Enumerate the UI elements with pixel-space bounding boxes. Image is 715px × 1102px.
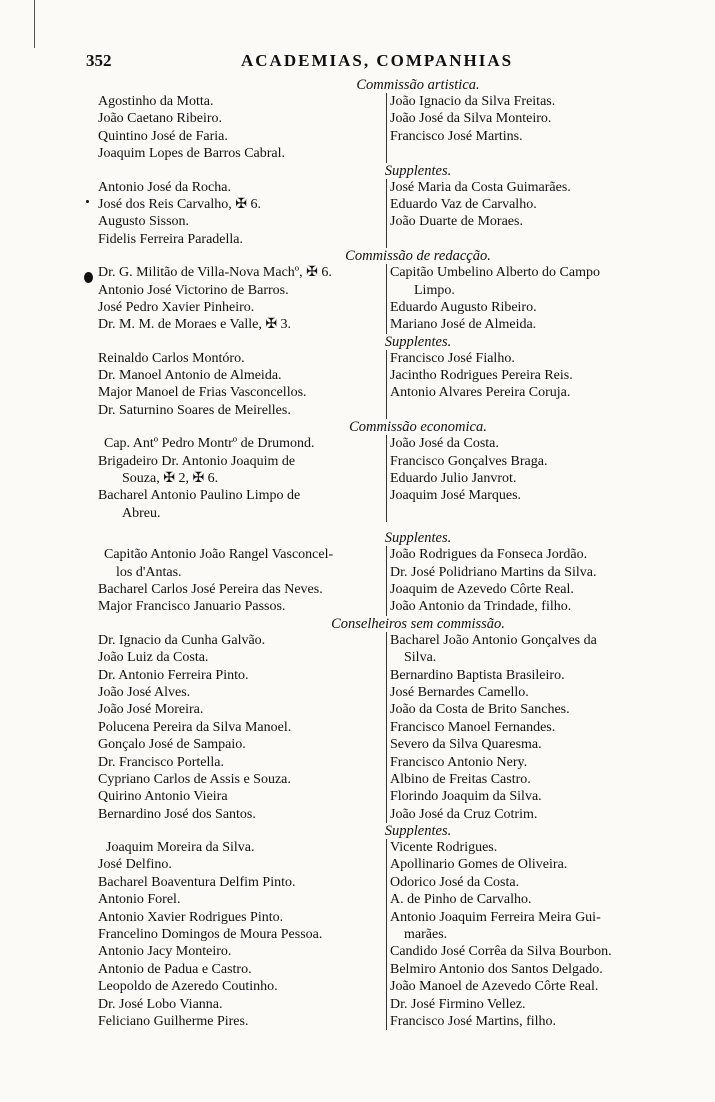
member-name: Mariano José de Almeida.	[390, 317, 537, 333]
member-name: Odorico José da Costa.	[390, 874, 520, 890]
member-name: Jacintho Rodrigues Pereira Reis.	[390, 368, 573, 384]
member-name: Dr. José Firmino Vellez.	[390, 996, 526, 1012]
page-header	[86, 51, 686, 75]
member-name: Abreu.	[122, 505, 161, 521]
member-name: João Duarte de Moraes.	[390, 214, 523, 230]
member-name: Florindo Joaquim da Silva.	[390, 789, 542, 805]
member-name: los d'Antas.	[116, 564, 182, 580]
member-name: Apollinario Gomes de Oliveira.	[390, 857, 568, 873]
member-name: Dr. Francisco Portella.	[98, 754, 224, 770]
member-name: João José da Cruz Cotrim.	[390, 806, 538, 822]
member-name: Polucena Pereira da Silva Manoel.	[98, 719, 292, 735]
member-name: Antonio Forel.	[98, 892, 181, 908]
member-name: Eduardo Julio Janvrot.	[390, 471, 517, 487]
member-name: Fidelis Ferreira Paradella.	[98, 231, 244, 247]
right-column	[386, 839, 678, 1030]
member-name: Dr. Saturnino Soares de Meirelles.	[98, 402, 291, 418]
two-column-list	[98, 632, 678, 823]
member-name: Francelino Domingos de Moura Pessoa.	[98, 927, 323, 943]
ink-speck	[86, 200, 89, 203]
section-title: Commissão de redacção.	[345, 248, 491, 265]
right-column	[386, 632, 678, 823]
section-title: Supplentes.	[384, 823, 452, 840]
member-name: João Rodrigues da Fonseca Jordão.	[390, 547, 588, 563]
member-name: Joaquim de Azevedo Côrte Real.	[390, 581, 574, 597]
member-name: Major Francisco Januario Passos.	[98, 599, 286, 615]
member-name: João José da Silva Monteiro.	[390, 111, 552, 127]
member-name: João da Costa de Brito Sanches.	[390, 702, 570, 718]
left-column	[98, 435, 386, 522]
member-name: Antonio Jacy Monteiro.	[98, 944, 232, 960]
two-column-list	[98, 546, 678, 616]
member-name: José Pedro Xavier Pinheiro.	[98, 299, 255, 315]
two-column-list	[98, 93, 678, 163]
member-name: Souza, ✠ 2, ✠ 6.	[122, 471, 219, 487]
section	[98, 77, 678, 163]
left-column	[98, 839, 386, 1030]
member-name: Francisco José Martins.	[390, 128, 523, 144]
left-column	[98, 546, 386, 616]
member-name: José Bernardes Camello.	[390, 684, 529, 700]
member-name: marães.	[404, 927, 448, 943]
member-name: José Maria da Costa Guimarães.	[390, 179, 571, 195]
right-column	[386, 546, 678, 616]
member-name: João José Moreira.	[98, 702, 204, 718]
member-name: Antonio Joaquim Ferreira Meira Gui-	[390, 909, 601, 925]
member-name: Brigadeiro Dr. Antonio Joaquim de	[98, 453, 296, 469]
left-column	[98, 264, 386, 334]
member-name: Dr. Ignacio da Cunha Galvão.	[98, 632, 266, 648]
member-name: Joaquim Moreira da Silva.	[106, 840, 255, 856]
section	[98, 248, 678, 334]
two-column-list	[98, 435, 678, 522]
right-column	[386, 179, 678, 249]
member-name: Francisco Gonçalves Braga.	[390, 453, 548, 469]
section-title: Supplentes.	[384, 530, 452, 547]
member-name: Agostinho da Motta.	[98, 94, 214, 109]
section	[98, 530, 678, 616]
member-name: João Ignacio da Silva Freitas.	[390, 94, 556, 109]
right-column	[386, 93, 678, 163]
section	[98, 334, 678, 420]
section	[98, 163, 678, 249]
left-column	[98, 632, 386, 823]
member-name: Limpo.	[414, 282, 455, 298]
left-column	[98, 179, 386, 249]
two-column-list	[98, 264, 678, 334]
member-name: Quintino José de Faria.	[98, 128, 228, 144]
member-name: Cap. Antº Pedro Montrº de Drumond.	[104, 436, 315, 452]
right-column	[386, 264, 678, 334]
member-name: Francisco Manoel Fernandes.	[390, 719, 556, 735]
member-name: Bacharel Carlos José Pereira das Neves.	[98, 581, 323, 597]
page-number: 352	[86, 51, 112, 70]
member-name: Vicente Rodrigues.	[390, 840, 498, 856]
member-name: Bernardino José dos Santos.	[98, 806, 256, 822]
member-name: Feliciano Guilherme Pires.	[98, 1013, 249, 1029]
member-name: Leopoldo de Azeredo Coutinho.	[98, 979, 278, 995]
member-name: Albino de Freitas Castro.	[390, 771, 531, 787]
section-title: Supplentes.	[384, 162, 452, 179]
member-name: Dr. Manoel Antonio de Almeida.	[98, 368, 282, 384]
member-name: João Luiz da Costa.	[98, 650, 209, 666]
member-name: Joaquim José Marques.	[390, 488, 522, 504]
member-name: Quirino Antonio Vieira	[98, 789, 228, 805]
member-name: Eduardo Vaz de Carvalho.	[390, 196, 537, 212]
member-name: Dr. G. Militão de Villa-Nova Machº, ✠ 6.	[98, 265, 332, 281]
member-name: Gonçalo José de Sampaio.	[98, 737, 246, 753]
two-column-list	[98, 179, 678, 249]
member-name: Cypriano Carlos de Assis e Souza.	[98, 771, 291, 787]
ink-blot	[84, 272, 93, 283]
member-name: Major Manoel de Frias Vasconcellos.	[98, 385, 307, 401]
member-name: Francisco José Martins, filho.	[390, 1013, 557, 1029]
member-name: João Manoel de Azevedo Côrte Real.	[390, 979, 599, 995]
member-name: Dr. José Polidriano Martins da Silva.	[390, 564, 597, 580]
member-name: Antonio José da Rocha.	[98, 179, 231, 195]
two-column-list	[98, 350, 678, 420]
member-name: Francisco José Fialho.	[390, 350, 515, 366]
member-name: João Caetano Ribeiro.	[98, 111, 223, 127]
section-title: Supplentes.	[384, 333, 452, 350]
member-name: Reinaldo Carlos Montóro.	[98, 350, 245, 366]
section-title: Commissão artistica.	[356, 77, 480, 93]
member-name: Antonio Xavier Rodrigues Pinto.	[98, 909, 284, 925]
two-column-list	[98, 839, 678, 1030]
member-name: Dr. Antonio Ferreira Pinto.	[98, 667, 249, 683]
member-name: Augusto Sisson.	[98, 214, 190, 230]
section-title: Commissão economica.	[349, 419, 487, 436]
member-name: Capitão Umbelino Alberto do Campo	[390, 265, 600, 281]
right-column	[386, 435, 678, 522]
member-name: Eduardo Augusto Ribeiro.	[390, 299, 537, 315]
left-column	[98, 93, 386, 163]
page-content	[98, 77, 678, 1030]
member-name: Bacharel Antonio Paulino Limpo de	[98, 488, 301, 504]
member-name: Antonio Alvares Pereira Coruja.	[390, 385, 571, 401]
member-name: Severo da Silva Quaresma.	[390, 737, 542, 753]
member-name: Francisco Antonio Nery.	[390, 754, 528, 770]
member-name: A. de Pinho de Carvalho.	[390, 892, 532, 908]
member-name: Antonio José Victorino de Barros.	[98, 282, 289, 298]
member-name: Bacharel João Antonio Gonçalves da	[390, 632, 597, 648]
member-name: José dos Reis Carvalho, ✠ 6.	[98, 196, 261, 212]
section	[98, 419, 678, 522]
left-column	[98, 350, 386, 420]
spacer	[98, 522, 678, 530]
section-title: Conselheiros sem commissão.	[331, 615, 505, 632]
member-name: Belmiro Antonio dos Santos Delgado.	[390, 961, 603, 977]
member-name: Dr. M. M. de Moraes e Valle, ✠ 3.	[98, 317, 292, 333]
section	[98, 823, 678, 1030]
member-name: Joaquim Lopes de Barros Cabral.	[98, 146, 286, 162]
section	[98, 616, 678, 823]
binding-mark	[34, 0, 35, 48]
member-name: Candido José Corrêa da Silva Bourbon.	[390, 944, 612, 960]
running-title: ACADEMIAS, COMPANHIAS	[241, 51, 514, 70]
member-name: João José Alves.	[98, 684, 191, 700]
member-name: Silva.	[404, 650, 437, 666]
member-name: João José da Costa.	[390, 436, 499, 452]
member-name: José Delfino.	[98, 857, 172, 873]
member-name: Dr. José Lobo Vianna.	[98, 996, 223, 1012]
member-name: Bacharel Boaventura Delfim Pinto.	[98, 874, 296, 890]
member-name: João Antonio da Trindade, filho.	[390, 599, 572, 615]
member-name: Bernardino Baptista Brasileiro.	[390, 667, 565, 683]
member-name: Capitão Antonio João Rangel Vasconcel-	[104, 547, 334, 563]
member-name: Antonio de Padua e Castro.	[98, 961, 252, 977]
right-column	[386, 350, 678, 420]
